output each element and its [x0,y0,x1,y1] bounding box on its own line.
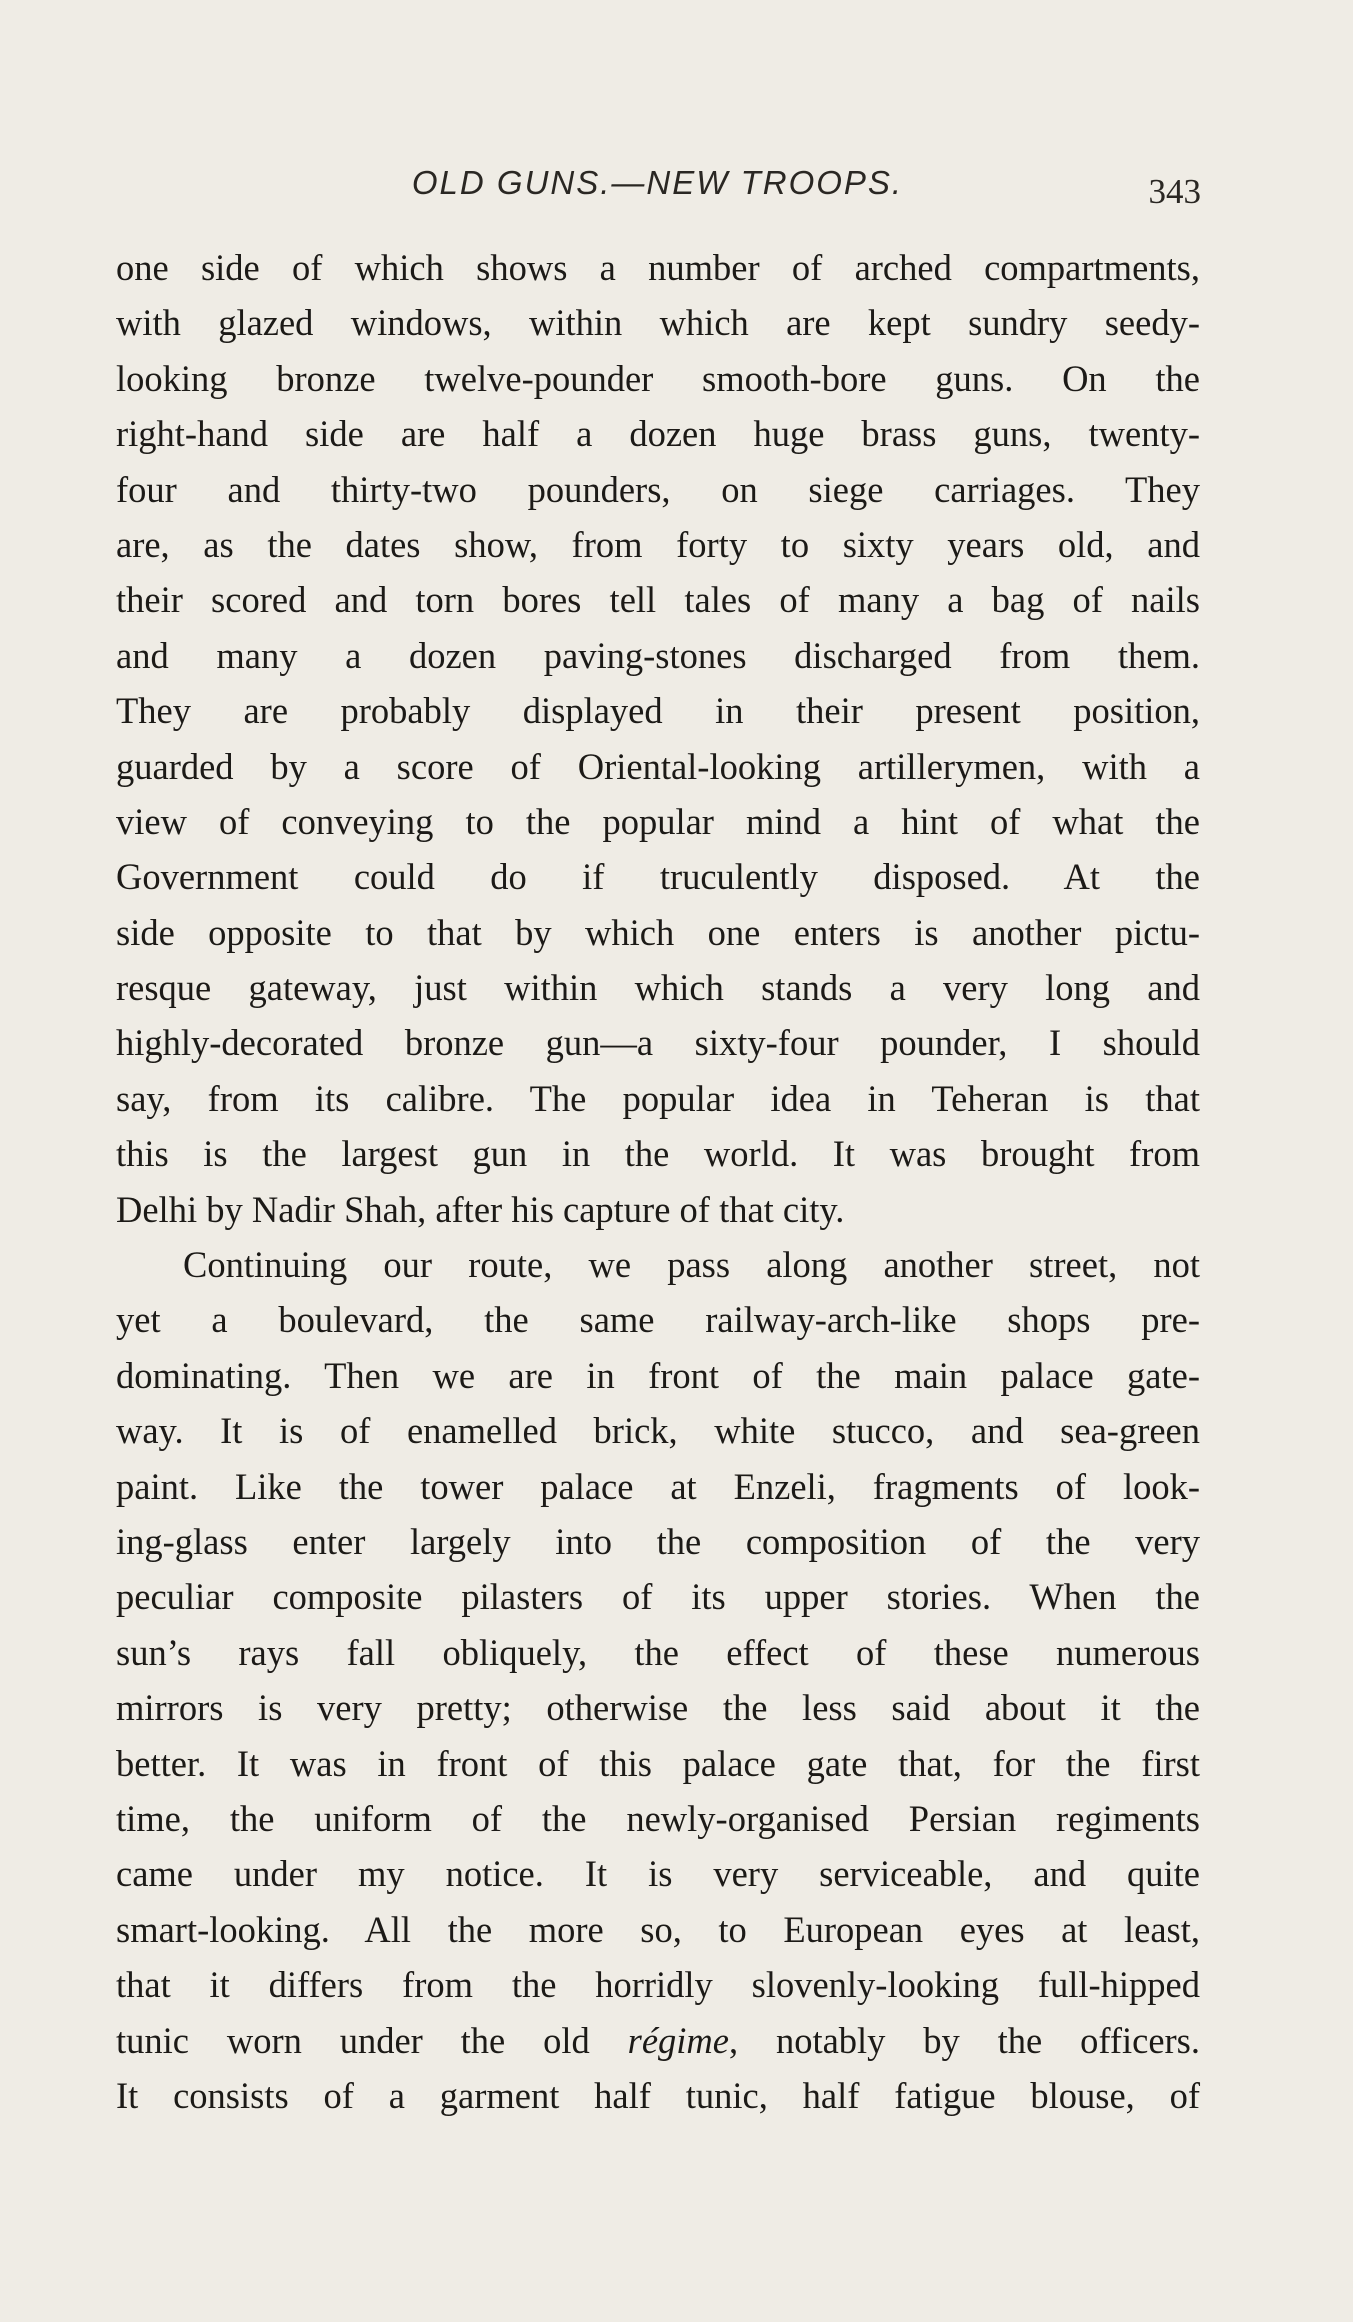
text-line: that it differs from the horridly slovenly-looking full-hipped [116,1964,1200,2006]
text-segment: , notably by the officers. [728,2019,1201,2061]
text-line: with glazed windows, within which are kept sundry seedy- [116,302,1200,344]
text-line: paint. Like the tower palace at Enzeli, fragments of look- [116,1465,1200,1507]
text-line: dominating. Then we are in front of the main palace gate- [116,1354,1200,1396]
body-text [116,240,1200,2123]
text-line: one side of which shows a number of arched compartments, [116,247,1200,288]
text-line: mirrors is very pretty; otherwise the less said about it the [116,1687,1200,1729]
text-line: resque gateway, just within which stands a very long and [116,967,1200,1009]
text-line: this is the largest gun in the world. It was brought from [116,1133,1200,1175]
text-line: and many a dozen paving-stones discharged from them. [116,634,1200,676]
text-line: peculiar composite pilasters of its upper stories. When the [116,1576,1200,1618]
text-line: They are probably displayed in their present position, [116,690,1200,732]
running-title: OLD GUNS.—NEW TROOPS. [411,164,904,201]
text-line: sun’s rays fall obliquely, the effect of these numerous [116,1631,1200,1673]
running-head [115,160,1200,216]
text-line: smart-looking. All the more so, to European eyes at least, [116,1908,1200,1950]
text-line: looking bronze twelve-pounder smooth-bore guns. On the [116,357,1200,399]
text-line: are, as the dates show, from forty to sixty years old, and [116,523,1200,565]
italic-word: régime [627,2019,729,2061]
text-line: yet a boulevard, the same railway-arch-like shops pre- [116,1299,1200,1341]
text-line: highly-decorated bronze gun—a sixty-four pounder, I should [116,1022,1200,1064]
text-line: time, the uniform of the newly-organised Persian regiments [116,1797,1200,1839]
text-line: side opposite to that by which one enters is another pictu- [116,911,1200,953]
text-line: Continuing our route, we pass along another street, not [183,1244,1200,1286]
text-line: guarded by a score of Oriental-looking artillerymen, with a [116,745,1200,787]
text-line: It consists of a garment half tunic, half fatigue blouse, of [116,2074,1200,2116]
text-line: better. It was in front of this palace gate that, for the first [116,1742,1200,1784]
text-segment: tunic worn under the old [116,2019,628,2061]
text-line: Delhi by Nadir Shah, after his capture of that city. [116,1188,845,1230]
text-line: their scored and torn bores tell tales of many a bag of nails [116,579,1200,621]
text-line: four and thirty-two pounders, on siege carriages. They [116,468,1200,510]
text-line: view of conveying to the popular mind a hint of what the [116,800,1200,842]
text-line-with-italic [116,2013,1200,2068]
text-line: Government could do if truculently disposed. At the [116,856,1200,898]
page-number: 343 [1148,172,1201,211]
text-line: way. It is of enamelled brick, white stucco, and sea-green [116,1410,1200,1452]
text-line: came under my notice. It is very serviceable, and quite [116,1853,1200,1895]
text-line: ing-glass enter largely into the composition of the very [116,1520,1200,1562]
text-line: say, from its calibre. The popular idea in Teheran is that [116,1077,1200,1119]
text-line: right-hand side are half a dozen huge brass guns, twenty- [116,413,1200,455]
